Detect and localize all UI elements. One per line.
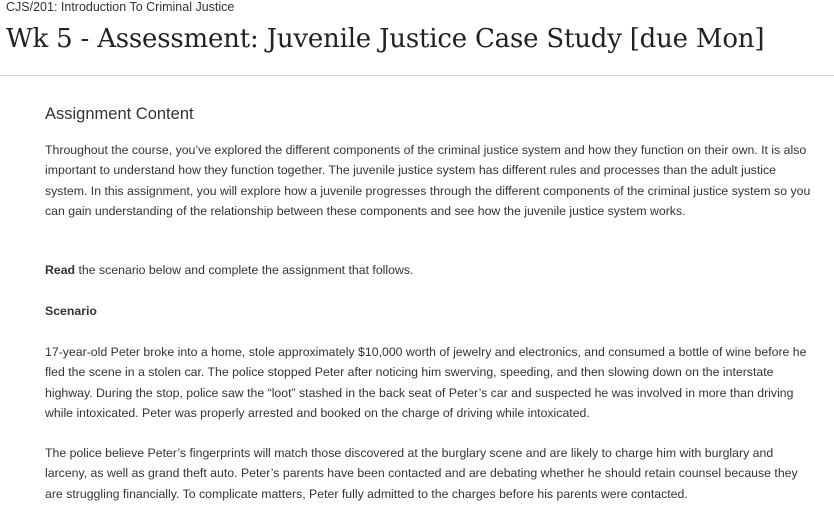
- scenario-paragraph-2: The police believe Peter’s fingerprints will match those discovered at the burglary scene and are likely to charge him with burglary and larceny, as well as grand theft auto. Peter’s parents have been contacted and are debating whether he should retain counsel because they are struggling financially. To complicate matters, Peter fully admitted to the charges before his parents were contacted.: [45, 446, 798, 501]
- read-instruction: [45, 260, 817, 280]
- scenario-heading: [45, 301, 817, 321]
- page-header: [0, 0, 834, 76]
- assignment-content: [45, 102, 817, 501]
- page-title: Wk 5 - Assessment: Juvenile Justice Case Study [due Mon]: [6, 24, 765, 54]
- read-rest: the scenario below and complete the assignment that follows.: [75, 263, 414, 277]
- read-bold: Read: [45, 263, 76, 277]
- section-heading: Assignment Content: [45, 105, 194, 123]
- breadcrumb[interactable]: CJS/201: Introduction To Criminal Justice: [6, 0, 235, 14]
- scenario-paragraph-1: 17-year-old Peter broke into a home, stole approximately $10,000 worth of jewelry and electronics, and consumed a bottle of wine before he fled the scene in a stolen car. The police stopped Peter after noticing him swerving, speeding, and then slowing down on the interstate highway. During the stop, police saw the “loot” stashed in the back seat of Peter’s car and suspected he was involved in more than driving while intoxicated. Peter was properly arrested and booked on the charge of driving while intoxicated.: [45, 345, 807, 420]
- intro-paragraph: Throughout the course, you’ve explored the different components of the criminal justice system and how they function on their own. It is also important to understand how they function together. The juvenile justice system has different rules and processes than the adult justice system. In this assignment, you will explore how a juvenile progresses through the different components of the criminal justice system so you can gain understanding of the relationship between these components and see how the juvenile justice system works.: [45, 143, 811, 218]
- scenario-heading-text: Scenario: [45, 304, 97, 318]
